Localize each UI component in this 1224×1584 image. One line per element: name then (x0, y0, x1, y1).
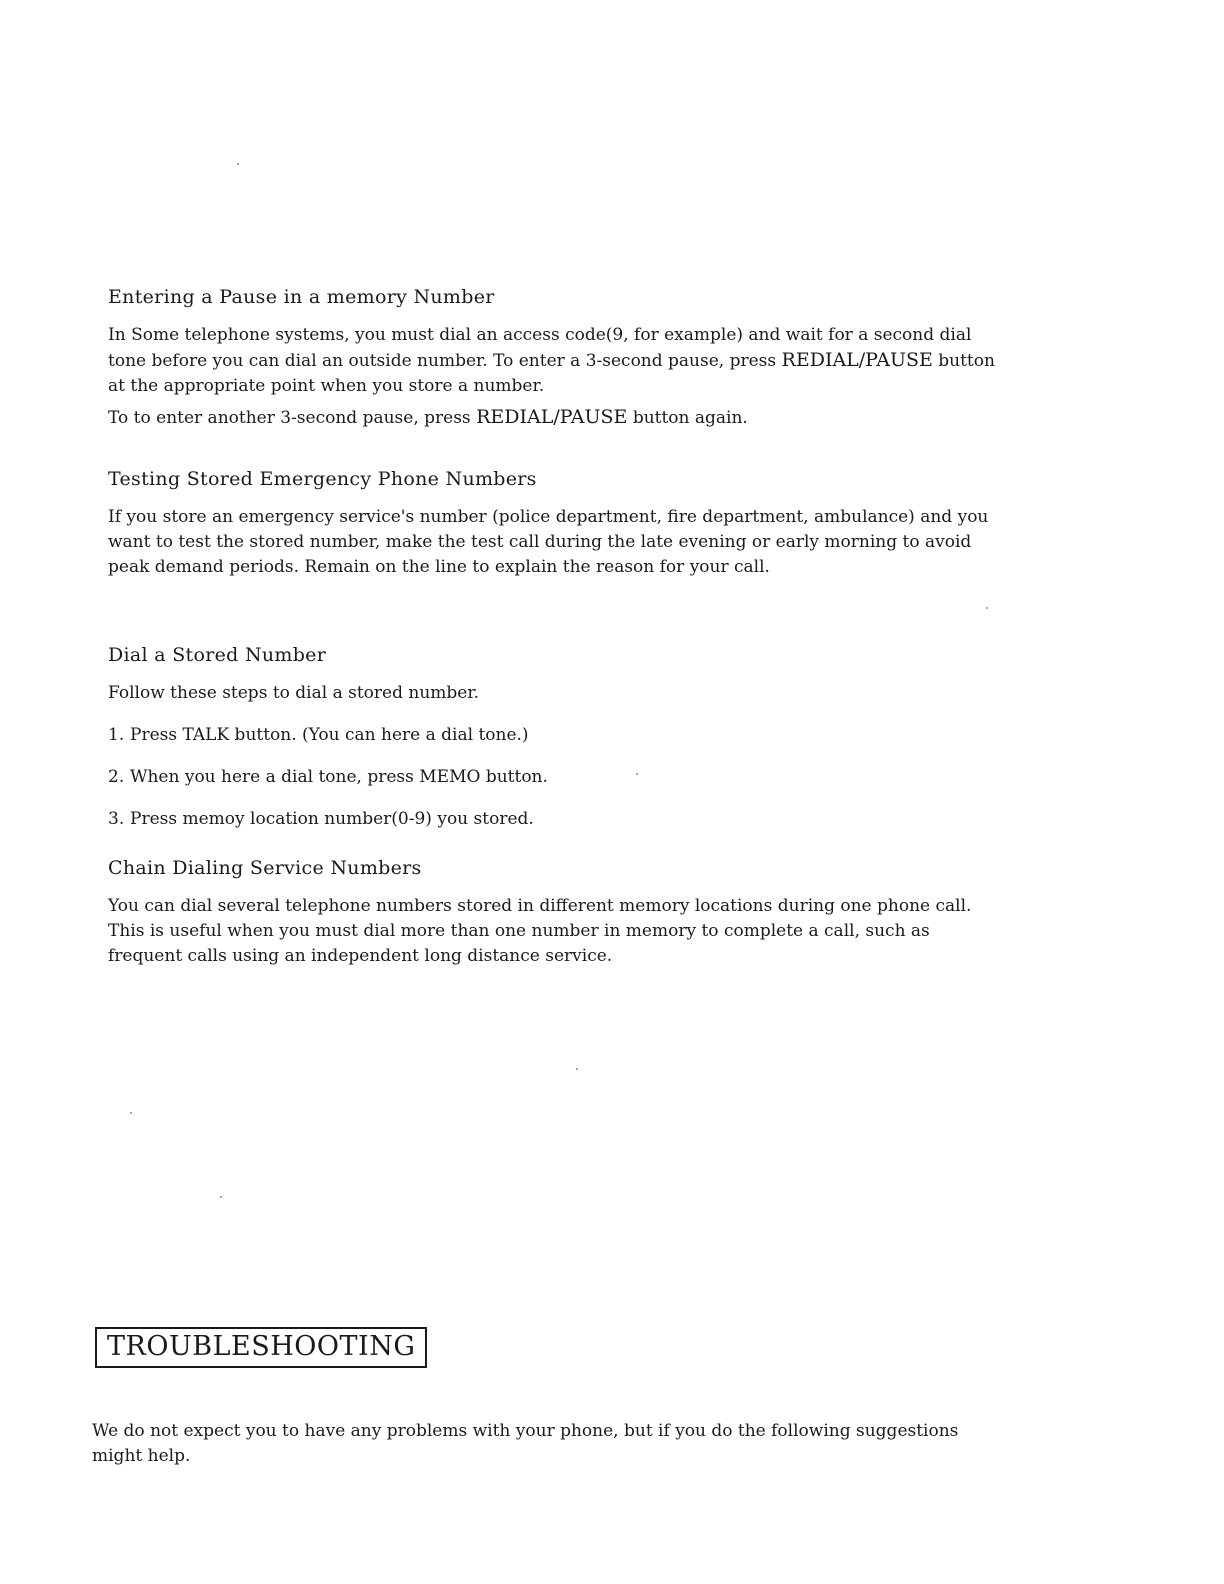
section-intro: Follow these steps to dial a stored number. (108, 683, 480, 703)
step-item (108, 807, 998, 832)
key-name: REDIAL/PAUSE (476, 406, 628, 428)
section-chain-dialing (108, 856, 998, 975)
scan-speck (130, 1112, 132, 1114)
step-number: 3. (108, 809, 125, 829)
section-paragraph: You can dial several telephone numbers stored in different memory locations during one phone call. This is useful when you must dial more than one number in memory to complete a call, such as frequent calls using an independent long distance service. (108, 896, 972, 966)
paragraph-text: button again. (632, 408, 748, 428)
section-heading: Testing Stored Emergency Phone Numbers (108, 468, 537, 490)
scan-speck (986, 607, 988, 609)
step-text: Press memoy location number(0-9) you stored. (130, 809, 534, 829)
paragraph-text: button at the appropriate point when you store a number. (108, 351, 995, 396)
troubleshooting-title: TROUBLESHOOTING (95, 1327, 427, 1368)
key-name: REDIAL/PAUSE (781, 349, 933, 371)
step-number: 2. (108, 767, 125, 787)
step-number: 1. (108, 725, 125, 745)
step-text: When you here a dial tone, press MEMO button. (130, 767, 548, 787)
section-paragraph (108, 405, 998, 431)
scan-speck (237, 163, 239, 165)
paragraph-text: To to enter another 3-second pause, press (108, 408, 471, 428)
step-item (108, 765, 998, 790)
step-item (108, 723, 998, 748)
section-heading: Entering a Pause in a memory Number (108, 286, 495, 308)
section-heading: Chain Dialing Service Numbers (108, 857, 422, 879)
step-text: Press TALK button. (You can here a dial tone.) (130, 725, 529, 745)
section-entering-pause (108, 285, 998, 437)
section-testing-emergency (108, 467, 998, 586)
paragraph-text: In Some telephone systems, you must dial an access code(9, for example) and wait for a second dial tone before you can dial an outside number. To enter a 3-second pause, press (108, 325, 972, 371)
scan-speck (576, 1068, 578, 1070)
scan-speck (220, 1196, 222, 1198)
scan-speck (636, 773, 638, 775)
troubleshooting-paragraph: We do not expect you to have any problems with your phone, but if you do the following suggestions might help. (92, 1421, 959, 1466)
section-paragraph: If you store an emergency service's number (police department, fire department, ambulance) and you want to test the stored number, make the test call during the late evening or early morning to avoid peak demand periods. Remain on the line to explain the reason for your call. (108, 507, 989, 577)
section-dial-stored (108, 643, 998, 849)
section-paragraph (108, 323, 998, 399)
section-heading: Dial a Stored Number (108, 644, 327, 666)
